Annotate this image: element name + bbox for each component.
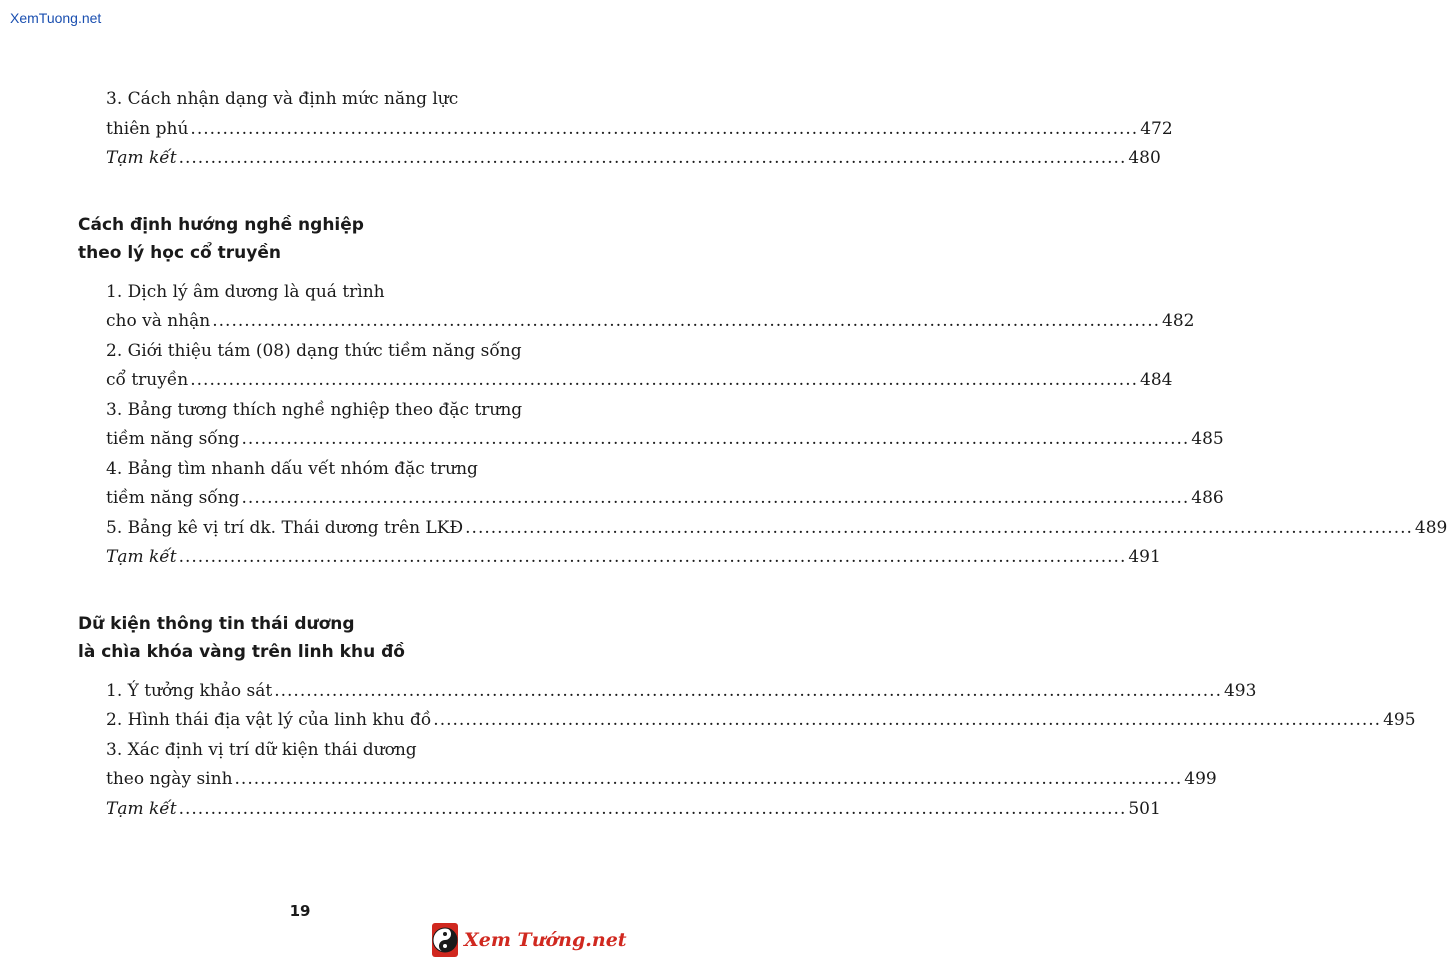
page-number: 19 [289, 902, 311, 920]
section-heading: Cách định hướng nghề nghiệp [78, 214, 364, 235]
site-watermark: XemTuong.net [10, 10, 102, 26]
dot-leader [235, 768, 1183, 790]
toc-page-number: 491 [1128, 547, 1161, 567]
toc-entry-title: 2. Hình thái địa vật lý của linh khu đồ [106, 710, 432, 730]
toc-page-number: 472 [1140, 118, 1173, 139]
toc-entry-line: 2. Giới thiệu tám (08) dạng thức tiềm năng sống [106, 340, 522, 361]
toc-page-number: 489 [1414, 517, 1447, 538]
toc-entry-line: 3. Cách nhận dạng và định mức năng lực [106, 89, 459, 109]
dot-leader [242, 428, 1190, 450]
toc-entry [106, 118, 1173, 140]
toc-entry-title: Tạm kết [106, 547, 177, 567]
dot-leader [190, 118, 1138, 140]
toc-entry [106, 369, 1173, 391]
dot-leader [274, 680, 1222, 702]
dot-leader [212, 310, 1160, 332]
toc-page-number: 495 [1383, 710, 1416, 730]
toc-page-number: 484 [1140, 370, 1173, 390]
toc-page-number: 501 [1128, 798, 1161, 819]
toc-entry [106, 487, 1224, 509]
section-heading: Dữ kiện thông tin thái dương [78, 613, 355, 634]
toc-entry-title: 1. Ý tưởng khảo sát [106, 680, 273, 701]
toc-entry [106, 546, 1161, 568]
dot-leader [433, 709, 1381, 731]
toc-entry [106, 680, 1257, 702]
toc-entry-line: 3. Bảng tương thích nghề nghiệp theo đặc trưng [106, 399, 523, 420]
section-heading: theo lý học cổ truyền [78, 242, 281, 263]
toc-entry-line: 4. Bảng tìm nhanh dấu vết nhóm đặc trưng [106, 458, 478, 479]
section-heading: là chìa khóa vàng trên linh khu đồ [78, 641, 405, 662]
toc-entry-title: theo ngày sinh [106, 769, 233, 789]
logo-text: Xem Tướng.net [464, 929, 627, 951]
site-logo [432, 922, 627, 958]
toc-page-number: 485 [1191, 429, 1224, 449]
dot-leader [179, 798, 1127, 820]
dot-leader [190, 369, 1138, 391]
toc-entry-title: cho và nhận [106, 311, 211, 331]
toc-entry [106, 147, 1161, 169]
toc-entry [106, 709, 1416, 731]
toc-entry-title: Tạm kết [106, 798, 177, 819]
dot-leader [242, 487, 1190, 509]
toc-entry [106, 517, 1447, 539]
toc-entry [106, 428, 1224, 450]
toc-entry-title: thiên phú [106, 118, 189, 139]
dot-leader [179, 147, 1127, 169]
toc-entry [106, 310, 1195, 332]
toc-page-number: 480 [1128, 148, 1161, 168]
toc-entry [106, 768, 1217, 790]
toc-page-number: 493 [1223, 680, 1257, 701]
toc-entry-line: 1. Dịch lý âm dương là quá trình [106, 281, 385, 302]
toc-page-number: 486 [1191, 488, 1224, 508]
toc-page-number: 499 [1184, 769, 1217, 789]
dot-leader [179, 546, 1127, 568]
toc-entry-line: 3. Xác định vị trí dữ kiện thái dương [106, 739, 417, 760]
toc-entry [106, 798, 1161, 820]
toc-entry-title: cổ truyền [106, 370, 189, 390]
toc-entry-title: tiềm năng sống [106, 488, 240, 508]
yin-yang-icon [432, 923, 458, 957]
toc-page-number: 482 [1162, 311, 1195, 331]
toc-entry-title: 5. Bảng kê vị trí dk. Thái dương trên LKĐ [106, 517, 464, 538]
toc-entry-title: tiềm năng sống [106, 429, 240, 449]
toc-entry-title: Tạm kết [106, 148, 177, 168]
dot-leader [465, 517, 1413, 539]
